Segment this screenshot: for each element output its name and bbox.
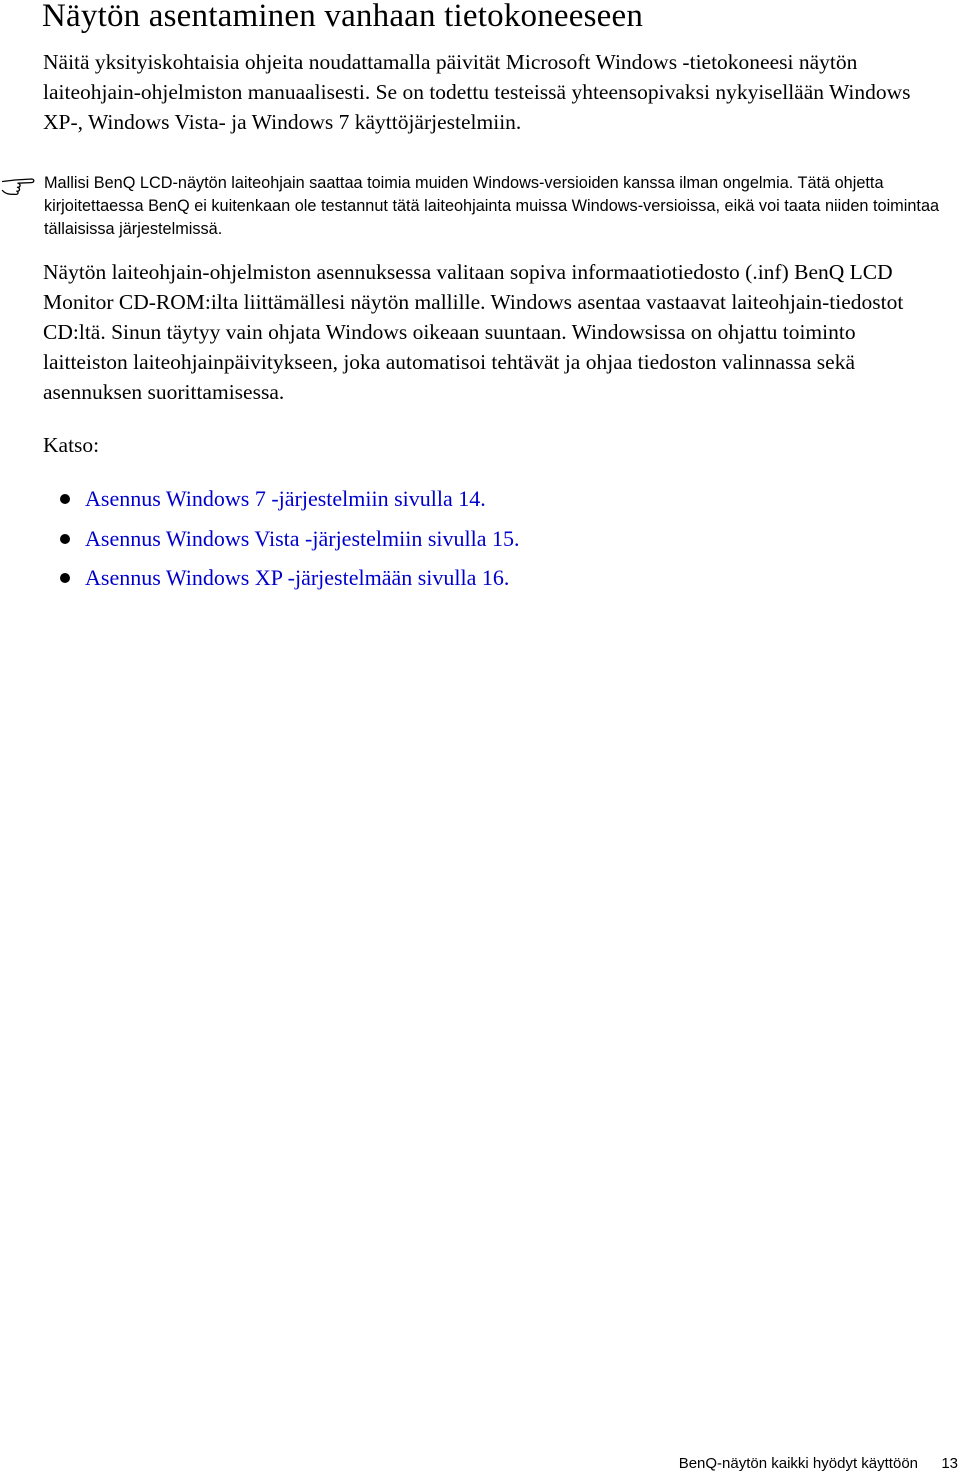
list-item bbox=[0, 524, 900, 564]
page-title: Näytön asentaminen vanhaan tietokoneeseen bbox=[42, 0, 644, 34]
list-item bbox=[0, 484, 900, 524]
bullet-icon bbox=[60, 573, 70, 583]
body-paragraph: Näytön laiteohjain-ohjelmiston asennuksessa valitaan sopiva informaatiotiedosto (.inf) BenQ LCD Monitor CD-ROM:ilta liittämällesi näytön mallille. Windows asentaa vastaavat laiteohjain-tiedostot CD:ltä. Sinun täytyy vain ohjata Windows oikeaan suuntaan. Windowsissa on ohjattu toiminto laitteiston laiteohjainpäivitykseen, joka automatisoi tehtävät ja ohjaa tiedoston valinnassa sekä asennuksen suorittamisessa. bbox=[43, 260, 904, 404]
bullet-icon bbox=[60, 494, 70, 504]
pointing-hand-icon bbox=[1, 175, 35, 195]
see-label: Katso: bbox=[43, 433, 100, 457]
bullet-icon bbox=[60, 534, 70, 544]
link-list bbox=[0, 484, 900, 603]
link-windows-7[interactable]: Asennus Windows 7 -järjestelmiin sivulla 14. bbox=[85, 486, 486, 511]
link-windows-vista[interactable]: Asennus Windows Vista -järjestelmiin sivulla 15. bbox=[85, 525, 520, 551]
list-item bbox=[0, 563, 900, 603]
footer-title: BenQ-näytön kaikki hyödyt käyttöön bbox=[678, 1455, 918, 1472]
note-text: Mallisi BenQ LCD-näytön laiteohjain saattaa toimia muiden Windows-versioiden kanssa ilman ongelmia. Tätä ohjetta kirjoitettaessa BenQ ei kuitenkaan ole testannut tätä laiteohjainta muissa Windows-versioissa, eikä voi taata niiden toimintaa tällaisissa järjestelmissä. bbox=[44, 174, 940, 238]
intro-paragraph: Näitä yksityiskohtaisia ohjeita noudattamalla päivität Microsoft Windows -tietokoneesi näytön laiteohjain-ohjelmiston manuaalisesti. Se on todettu testeissä yhteensopivaksi nykyisellään Windows XP-, Windows Vista- ja Windows 7 käyttöjärjestelmiin. bbox=[43, 50, 911, 134]
page-number: 13 bbox=[941, 1455, 958, 1472]
link-windows-xp[interactable]: Asennus Windows XP -järjestelmään sivulla 16. bbox=[85, 565, 510, 590]
